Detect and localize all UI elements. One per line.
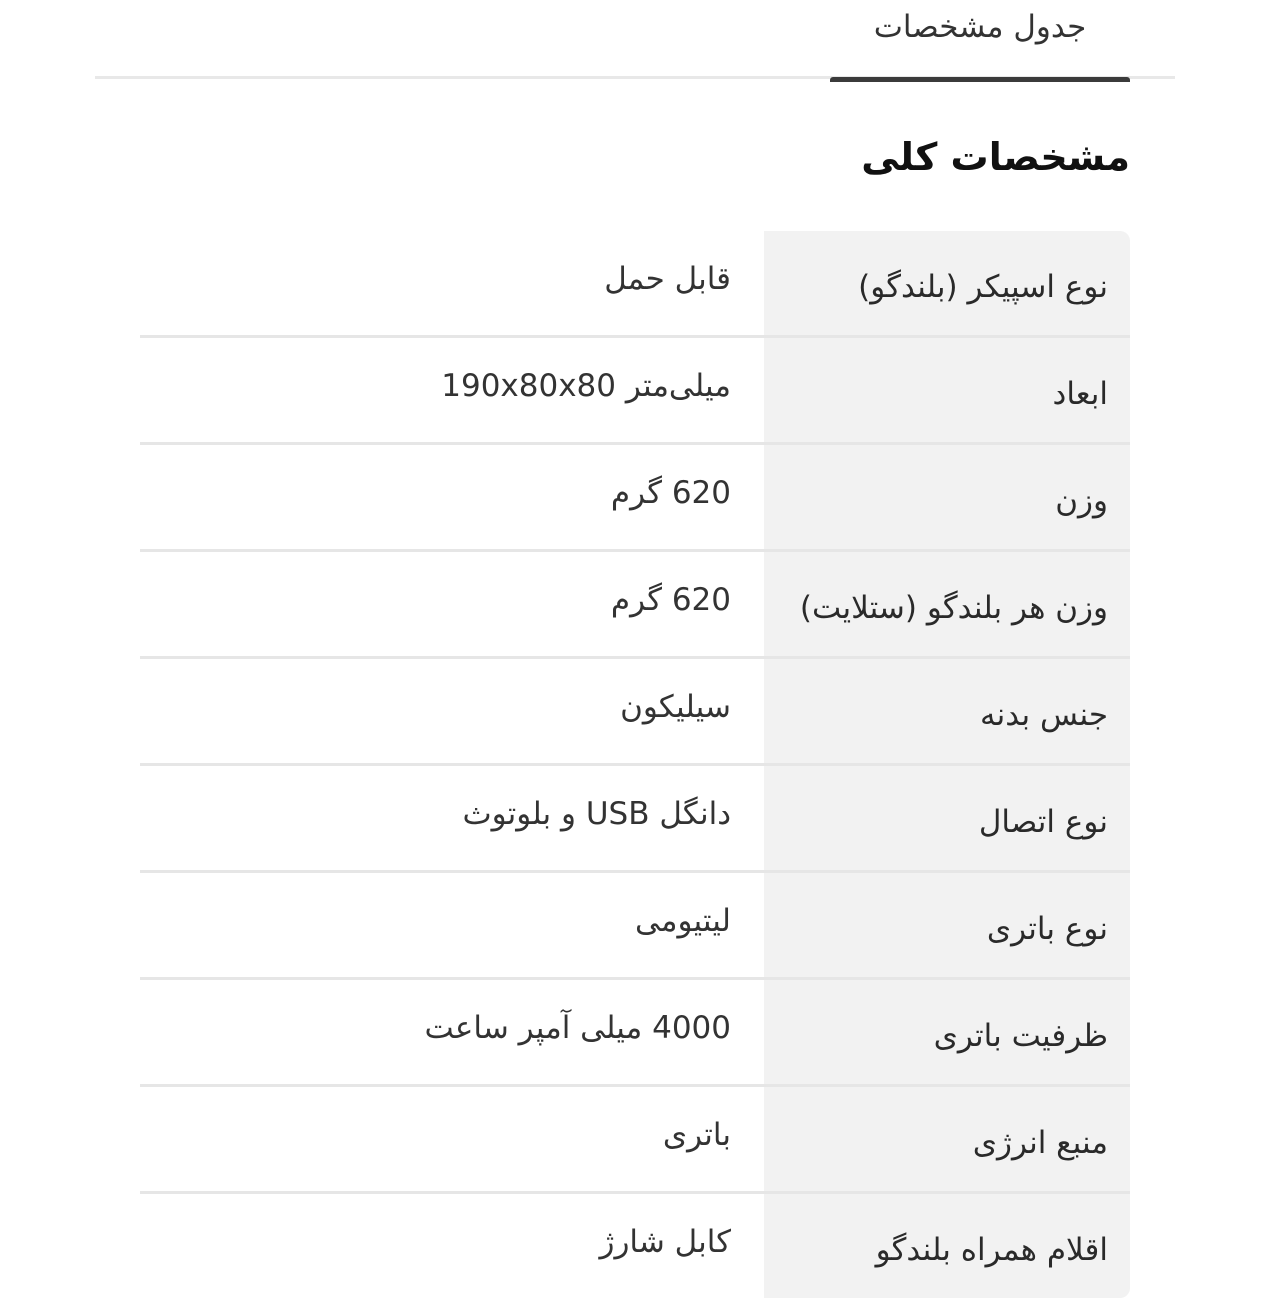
spec-label: نوع اسپیکر (بلندگو) bbox=[764, 231, 1130, 335]
spec-value: 620 گرم bbox=[610, 475, 731, 511]
spec-row-battery-type bbox=[140, 873, 1130, 977]
spec-value: سیلیکون bbox=[620, 689, 731, 725]
spec-row-battery-capacity bbox=[140, 980, 1130, 1084]
spec-row-speaker-type bbox=[140, 231, 1130, 335]
tab-specifications[interactable] bbox=[830, 0, 1130, 79]
spec-value: 620 گرم bbox=[610, 582, 731, 618]
spec-label: جنس بدنه bbox=[764, 659, 1130, 763]
tab-bar bbox=[95, 0, 1175, 79]
section-title: مشخصات کلی bbox=[861, 135, 1130, 179]
spec-label: ابعاد bbox=[764, 338, 1130, 442]
tab-specifications-label: جدول مشخصات bbox=[873, 9, 1087, 45]
spec-row-weight bbox=[140, 445, 1130, 549]
spec-label: منبع انرژی bbox=[764, 1087, 1130, 1191]
spec-value: 4000 میلی آمپر ساعت bbox=[424, 1010, 731, 1046]
spec-value: کابل شارژ bbox=[599, 1224, 731, 1260]
spec-row-included-items bbox=[140, 1194, 1130, 1298]
spec-label: نوع اتصال bbox=[764, 766, 1130, 870]
spec-label: وزن هر بلندگو (ستلایت) bbox=[764, 552, 1130, 656]
spec-value: میلی‌متر 190x80x80 bbox=[441, 368, 731, 404]
spec-row-connection-type bbox=[140, 766, 1130, 870]
spec-value: قابل حمل bbox=[604, 261, 731, 297]
spec-value: دانگل USB و بلوتوث bbox=[462, 796, 731, 832]
spec-label: اقلام همراه بلندگو bbox=[764, 1194, 1130, 1298]
spec-value: باتری bbox=[662, 1117, 731, 1153]
spec-label: وزن bbox=[764, 445, 1130, 549]
spec-row-dimensions bbox=[140, 338, 1130, 442]
specs-table bbox=[140, 231, 1130, 1298]
spec-row-power-source bbox=[140, 1087, 1130, 1191]
spec-label: نوع باتری bbox=[764, 873, 1130, 977]
spec-row-body-material bbox=[140, 659, 1130, 763]
spec-label: ظرفیت باتری bbox=[764, 980, 1130, 1084]
spec-row-satellite-weight bbox=[140, 552, 1130, 656]
spec-value: لیتیومی bbox=[635, 903, 731, 939]
tab-active-indicator bbox=[830, 77, 1130, 82]
